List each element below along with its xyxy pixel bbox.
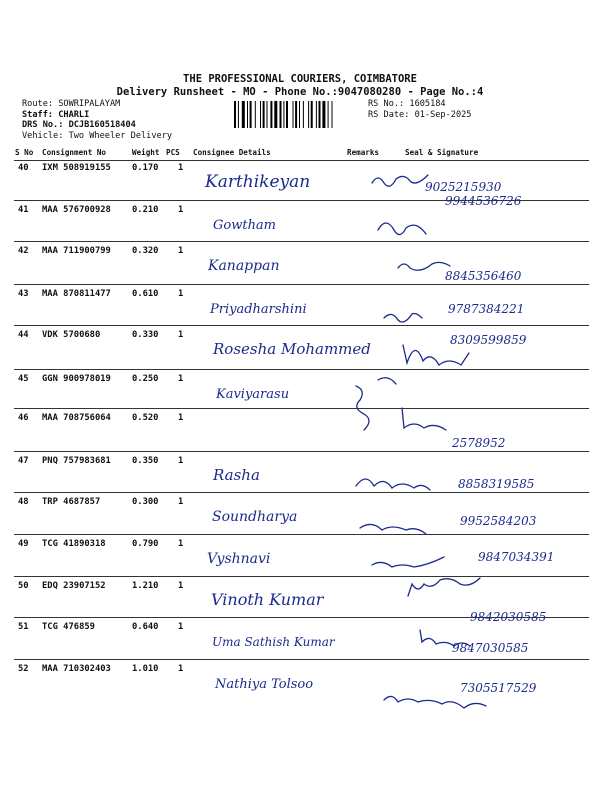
signature-scribble [378,223,426,235]
company-title: THE PROFESSIONAL COURIERS, COIMBATORE [183,73,417,85]
row-weight: 0.300 [132,497,159,507]
handwritten-consignee: Vyshnavi [207,551,271,567]
row-weight: 0.520 [132,413,159,423]
row-pcs: 1 [178,581,184,591]
row-weight: 0.170 [132,163,159,173]
handwritten-signature-number: 8309599859 [450,333,527,347]
row-pcs: 1 [178,163,184,173]
handwritten-signature-number: 8845356460 [445,269,522,283]
signature-scribble [356,378,396,430]
handwritten-consignee: Nathiya Tolsoo [215,677,314,692]
row-weight: 0.350 [132,456,159,466]
row-consignment: MAA 870811477 [42,289,111,299]
row-consignment: MAA 710302403 [42,664,111,674]
row-consignment: EDQ 23907152 [42,581,106,591]
row-consignment: IXM 508919155 [42,163,111,173]
signature-scribble [360,524,426,534]
handwritten-consignee: Rosesha Mohammed [213,340,371,358]
row-consignment: TRP 4687857 [42,497,101,507]
row-sno: 40 [18,163,29,173]
signature-scribble [403,345,469,365]
row-weight: 0.210 [132,205,159,215]
row-sno: 50 [18,581,29,591]
row-weight: 0.250 [132,374,159,384]
handwritten-signature-number: 9787384221 [448,302,525,316]
col-seal: Seal & Signature [405,148,479,157]
col-consignment: Consignment No [42,148,107,157]
handwritten-signature-number: 9847034391 [478,550,555,564]
row-pcs: 1 [178,205,184,215]
col-pcs: PCS [166,148,180,157]
row-pcs: 1 [178,664,184,674]
signature-scribble [420,630,470,646]
row-sno: 47 [18,456,29,466]
row-sno: 51 [18,622,29,632]
row-sno: 44 [18,330,29,340]
row-sno: 41 [18,205,29,215]
signature-scribble [384,696,486,708]
row-pcs: 1 [178,413,184,423]
handwritten-consignee: Vinoth Kumar [211,590,324,609]
signature-scribble [402,408,446,430]
row-pcs: 1 [178,539,184,549]
row-weight: 0.330 [132,330,159,340]
handwritten-signature-number: 9847030585 [452,641,529,655]
row-consignment: TCG 41890318 [42,539,106,549]
row-sno: 48 [18,497,29,507]
row-consignment: MAA 576700928 [42,205,111,215]
row-pcs: 1 [178,289,184,299]
rs-number-line: RS No.: 1605184 [368,99,446,109]
signature-scribble [408,578,480,596]
handwritten-consignee: Gowtham [213,218,277,233]
col-consignee: Consignee Details [193,148,271,157]
handwritten-signature-number: 7305517529 [460,681,537,695]
handwritten-signature-number: 9842030585 [470,610,547,624]
handwritten-consignee: Kaviyarasu [216,387,290,402]
col-weight: Weight [132,148,160,157]
row-weight: 1.210 [132,581,159,591]
drs-line: DRS No.: DCJB160518404 [22,120,136,130]
handwritten-signature-number: 8858319585 [458,477,535,491]
row-weight: 0.790 [132,539,159,549]
row-pcs: 1 [178,330,184,340]
row-weight: 1.010 [132,664,159,674]
runsheet-subtitle: Delivery Runsheet - MO - Phone No.:9047080280 - Page No.:4 [116,86,484,98]
handwritten-consignee: Kanappan [208,258,280,274]
handwritten-signature-number: 9025215930 [425,180,502,194]
vehicle-line: Vehicle: Two Wheeler Delivery [22,130,173,141]
row-consignment: VDK 5700680 [42,330,101,340]
handwritten-signature-number: 2578952 [452,436,506,450]
signature-scribble [398,262,450,270]
row-weight: 0.610 [132,289,159,299]
row-sno: 43 [18,289,29,299]
row-pcs: 1 [178,374,184,384]
col-sno: S No [15,148,34,157]
handwritten-signature-number: 9944536726 [445,194,522,208]
col-remarks: Remarks [347,148,380,157]
row-pcs: 1 [178,246,184,256]
signature-scribble [372,557,444,567]
row-consignment: MAA 708756064 [42,413,111,423]
handwritten-consignee: Soundharya [212,509,298,525]
handwritten-consignee: Uma Sathish Kumar [212,635,335,649]
row-consignment: PNQ 757983681 [42,456,111,466]
row-weight: 0.320 [132,246,159,256]
row-consignment: GGN 900978019 [42,374,111,384]
row-consignment: TCG 476859 [42,622,95,632]
signature-scribble [372,175,428,186]
row-pcs: 1 [178,622,184,632]
handwritten-consignee: Rasha [213,466,260,484]
row-pcs: 1 [178,497,184,507]
row-sno: 42 [18,246,29,256]
staff-line: Staff: CHARLI [22,109,90,120]
rs-date-line: RS Date: 01-Sep-2025 [368,110,472,120]
row-weight: 0.640 [132,622,159,632]
handwritten-consignee: Karthikeyan [205,172,311,192]
route-line: Route: SOWRIPALAYAM [22,99,121,109]
row-sno: 52 [18,664,29,674]
row-sno: 45 [18,374,29,384]
row-sno: 49 [18,539,29,549]
row-consignment: MAA 711900799 [42,246,111,256]
row-sno: 46 [18,413,29,423]
signature-scribble [384,314,422,323]
row-pcs: 1 [178,456,184,466]
handwritten-signature-number: 9952584203 [460,514,537,528]
handwritten-consignee: Priyadharshini [210,302,307,317]
signature-scribble [356,479,430,490]
